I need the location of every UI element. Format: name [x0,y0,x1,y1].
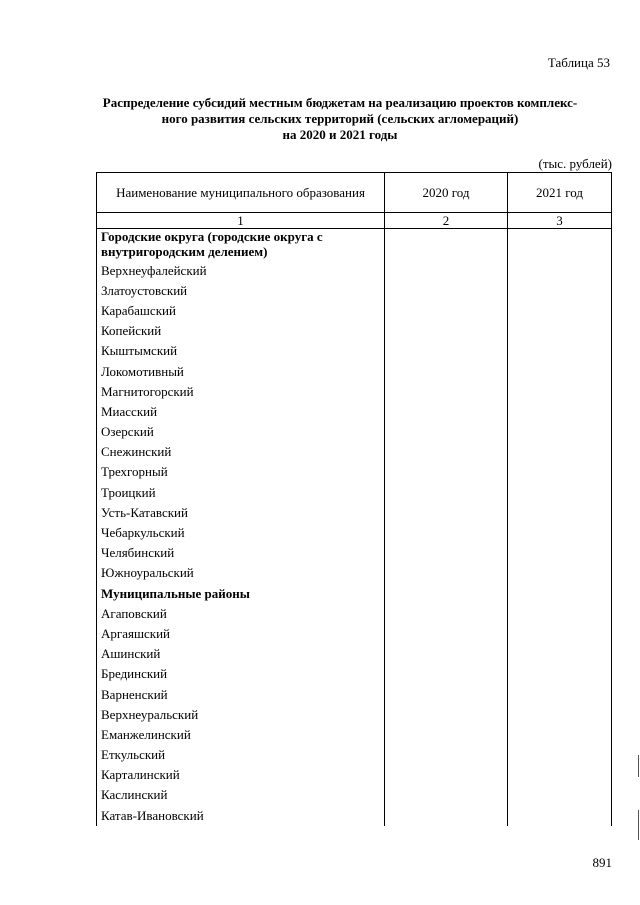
value-2020 [385,382,508,402]
municipality-name: Миасский [97,402,385,422]
value-2021 [508,281,612,301]
table-row [97,442,612,462]
header-municipality: Наименование муниципального образования [97,173,385,213]
value-2020 [385,321,508,341]
table-row [97,402,612,422]
value-2021 [508,684,612,704]
subsidy-table [96,172,612,826]
table-row [97,301,612,321]
value-2020 [385,806,508,826]
municipality-name: Копейский [97,321,385,341]
value-2021 [508,321,612,341]
value-2020 [385,745,508,765]
municipality-name: Муниципальные районы [97,584,385,604]
value-2020 [385,684,508,704]
value-2021 [508,341,612,361]
section-row [97,229,612,261]
municipality-name: Варненский [97,684,385,704]
value-2021 [508,604,612,624]
value-2021 [508,785,612,805]
municipality-name: Городские округа (городские округа с внутригородским делением) [97,229,385,261]
value-2020 [385,604,508,624]
value-2020 [385,341,508,361]
value-2021 [508,563,612,583]
municipality-name: Чебаркульский [97,523,385,543]
value-2020 [385,503,508,523]
value-2021 [508,361,612,381]
table-row [97,281,612,301]
column-number-row [97,213,612,229]
municipality-name: Усть-Катавский [97,503,385,523]
table-row [97,806,612,826]
municipality-name: Локомотивный [97,361,385,381]
value-2021 [508,664,612,684]
table-row [97,644,612,664]
municipality-name: Каслинский [97,785,385,805]
table-row [97,341,612,361]
value-2021 [508,382,612,402]
municipality-name: Кыштымский [97,341,385,361]
value-2020 [385,584,508,604]
value-2020 [385,462,508,482]
title-line: ного развития сельских территорий (сельских агломераций) [161,111,519,126]
unit-label: (тыс. рублей) [538,156,612,171]
municipality-name: Трехгорный [97,462,385,482]
municipality-name: Златоустовский [97,281,385,301]
table-body [97,229,612,826]
value-2020 [385,301,508,321]
municipality-name: Катав-Ивановский [97,806,385,826]
value-2020 [385,281,508,301]
value-2021 [508,644,612,664]
value-2020 [385,725,508,745]
value-2021 [508,462,612,482]
value-2020 [385,402,508,422]
table-row [97,725,612,745]
value-2021 [508,806,612,826]
column-number: 2 [385,213,508,229]
municipality-name: Снежинский [97,442,385,462]
table-row [97,785,612,805]
municipality-name: Троицкий [97,483,385,503]
header-2021: 2021 год [508,173,612,213]
municipality-name: Агаповский [97,604,385,624]
value-2020 [385,785,508,805]
value-2021 [508,422,612,442]
table-row [97,664,612,684]
title-line: Распределение субсидий местным бюджетам на реализацию проектов комплекс- [102,95,578,110]
table-row [97,503,612,523]
municipality-name: Еманжелинский [97,725,385,745]
table-label: Таблица 53 [547,55,610,70]
table-row [97,705,612,725]
page-number: 891 [592,855,612,870]
value-2021 [508,301,612,321]
value-2021 [508,442,612,462]
value-2021 [508,705,612,725]
value-2020 [385,624,508,644]
municipality-name: Магнитогорский [97,382,385,402]
value-2020 [385,563,508,583]
section-row [97,584,612,604]
municipality-name: Ашинский [97,644,385,664]
table-row [97,261,612,281]
table-row [97,361,612,381]
value-2021 [508,543,612,563]
column-number: 3 [508,213,612,229]
table-row [97,765,612,785]
subsidy-table-container [96,172,611,826]
value-2021 [508,624,612,644]
municipality-name: Еткульский [97,745,385,765]
table-row [97,684,612,704]
table-row [97,422,612,442]
value-2021 [508,503,612,523]
municipality-name: Аргаяшский [97,624,385,644]
table-row [97,462,612,482]
value-2020 [385,523,508,543]
municipality-name: Верхнеуфалейский [97,261,385,281]
value-2020 [385,361,508,381]
value-2021 [508,483,612,503]
municipality-name: Брединский [97,664,385,684]
table-row [97,543,612,563]
table-row [97,745,612,765]
value-2020 [385,229,508,261]
table-header [97,173,612,229]
value-2021 [508,402,612,422]
value-2021 [508,261,612,281]
value-2021 [508,765,612,785]
table-row [97,624,612,644]
document-title [60,95,620,143]
value-2020 [385,644,508,664]
municipality-name: Челябинский [97,543,385,563]
table-row [97,483,612,503]
value-2021 [508,745,612,765]
title-line: на 2020 и 2021 годы [282,127,398,142]
scan-edge [636,0,640,905]
value-2020 [385,705,508,725]
value-2020 [385,543,508,563]
municipality-name: Карабашский [97,301,385,321]
value-2021 [508,725,612,745]
value-2020 [385,261,508,281]
municipality-name: Верхнеуральский [97,705,385,725]
municipality-name: Карталинский [97,765,385,785]
value-2021 [508,229,612,261]
header-2020: 2020 год [385,173,508,213]
value-2020 [385,422,508,442]
value-2020 [385,664,508,684]
table-row [97,321,612,341]
table-row [97,382,612,402]
table-row [97,523,612,543]
table-row [97,604,612,624]
value-2020 [385,483,508,503]
value-2021 [508,584,612,604]
municipality-name: Озерский [97,422,385,442]
value-2021 [508,523,612,543]
column-number: 1 [97,213,385,229]
municipality-name: Южноуральский [97,563,385,583]
table-row [97,563,612,583]
value-2020 [385,442,508,462]
value-2020 [385,765,508,785]
